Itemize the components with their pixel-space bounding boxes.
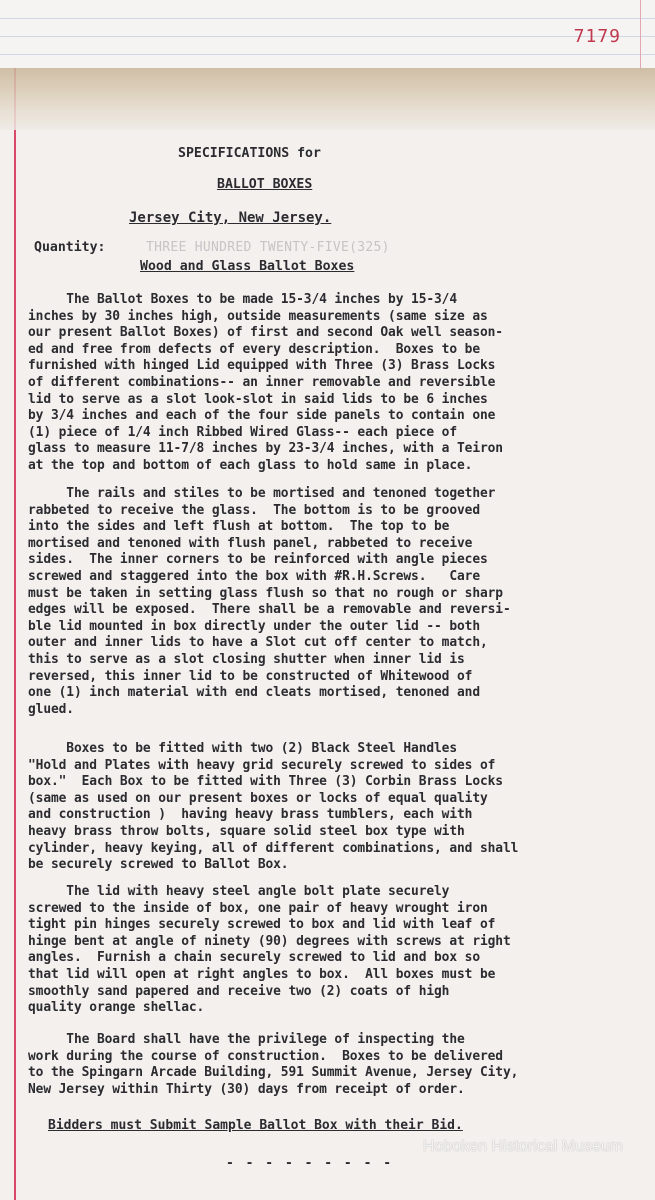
document-number: 7179 xyxy=(573,26,621,47)
ruled-line xyxy=(0,36,655,37)
paragraph-dimensions: The Ballot Boxes to be made 15-3/4 inches by 15-3/4 inches by 30 inches high, outside measurements (same size as our present Ballot Boxes) of first and second Oak well season- ed and free from defects of every description. Boxes to be furnished with hinged Lid equipped with Three (3) Brass Locks of different combinations-- an inner removable and reversible lid to serve as a slot look-slot in said lids to be 6 inches by 3/4 inches and each of the four side panels to contain one (1) piece of 1/4 inch Ribbed Wired Glass-- each piece of glass to measure 11-7/8 inches by 23-3/4 inches, with a Teiron at the top and bottom of each glass to hold same in place. xyxy=(28,292,503,473)
document-title: SPECIFICATIONS for xyxy=(178,146,321,161)
paragraph-construction: The rails and stiles to be mortised and tenoned together rabbeted to receive the glass. The bottom is to be grooved into the sides and left flush at bottom. The top to be mortised and tenoned with flush panel, rabbeted to receive sides. The inner corners to be reinforced with angle pieces screwed and staggered into the box with #R.H.Screws. Care must be taken in setting glass flush so that no rough or sharp edges will be exposed. There shall be a removable and reversi- ble lid mounted in box directly under the outer lid -- both outer and inner lids to have a Slot cut off center to match, this to serve as a slot closing shutter when inner lid is reversed, this inner lid to be constructed of Whitewood of one (1) inch material with end cleats mortised, tenoned and glued. xyxy=(28,486,511,717)
quantity-value: THREE HUNDRED TWENTY-FIVE(325) xyxy=(146,240,390,255)
document-subtitle: BALLOT BOXES xyxy=(217,177,313,192)
paragraph-delivery: The Board shall have the privilege of inspecting the work during the course of construction. Boxes to be delivered to the Spingarn Arcade Building, 591 Summit Avenue, Jersey City, New Jersey within Thirty (30) days from receipt of order. xyxy=(28,1032,519,1097)
tape-stain xyxy=(0,68,655,130)
ruled-line xyxy=(0,18,655,19)
paragraph-hardware: Boxes to be fitted with two (2) Black Steel Handles "Hold and Plates with heavy grid securely screwed to sides of box." Each Box to be fitted with Three (3) Corbin Brass Locks (same as used on our present boxes or locks of equal quality and construction ) having heavy brass tumblers, each with heavy brass throw bolts, square solid steel box type with cylinder, heavy keying, all of different combinations, and shall be securely screwed to Ballot Box. xyxy=(28,741,519,873)
end-dashes: - - - - - - - - - xyxy=(226,1156,394,1171)
quantity-label: Quantity: xyxy=(34,240,106,255)
margin-line xyxy=(640,0,641,70)
paragraph-lid: The lid with heavy steel angle bolt plate securely screwed to the inside of box, one pair of heavy wrought iron tight pin hinges securely screwed to box and lid with leaf of hinge bent at angle of ninety (90) degrees with screws at right angles. Furnish a chain securely screwed to lid and box so that lid will open at right angles to box. All boxes must be smoothly sand papered and receive two (2) coats of high quality orange shellac. xyxy=(28,884,511,1016)
ruled-line xyxy=(0,54,655,55)
box-kind: Wood and Glass Ballot Boxes xyxy=(140,259,355,274)
closing-statement: Bidders must Submit Sample Ballot Box with their Bid. xyxy=(48,1118,463,1133)
document-city: Jersey City, New Jersey. xyxy=(129,210,332,226)
watermark: Hoboken Historical Museum xyxy=(422,1138,623,1155)
paper-top-strip xyxy=(0,0,655,68)
